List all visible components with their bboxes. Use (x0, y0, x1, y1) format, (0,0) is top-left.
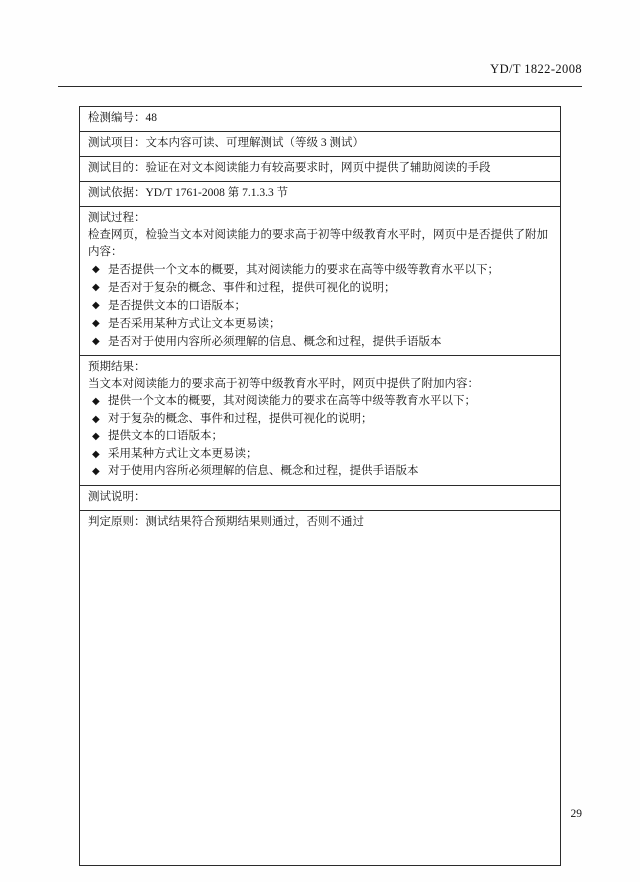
standard-code-header: YD/T 1822-2008 (490, 62, 582, 76)
diamond-bullet-icon: ◆ (92, 448, 100, 460)
notes-blank-space (88, 531, 552, 861)
list-item-text: 提供文本的口语版本； (108, 430, 223, 442)
test-process-list (88, 261, 552, 351)
table-row (80, 182, 560, 207)
expected-result-list (88, 393, 552, 481)
row-label: 检测编号： (88, 112, 146, 124)
expected-result-intro: 当文本对阅读能力的要求高于初等中级教育水平时，网页中提供了附加内容： (88, 378, 479, 390)
list-item (88, 297, 552, 315)
diamond-bullet-icon: ◆ (92, 431, 100, 442)
diamond-bullet-icon: ◆ (92, 413, 100, 425)
list-item-text: 是否采用某种方式让文本更易读； (108, 318, 281, 330)
table-row (80, 132, 560, 157)
row-label: 测试项目： (88, 137, 146, 149)
row-test-purpose (88, 160, 552, 177)
row-test-item (88, 135, 552, 152)
row-value: 验证在对文本阅读能力有较高要求时，网页中提供了辅助阅读的手段 (145, 162, 491, 174)
diamond-bullet-icon: ◆ (92, 336, 100, 347)
test-process-title: 测试过程： (88, 212, 146, 224)
test-notes-body: 判定原则：测试结果符合预期结果则通过，否则不通过 (88, 515, 364, 528)
list-item-text: 采用某种方式让文本更易读； (108, 447, 258, 460)
row-label: 测试目的： (88, 162, 146, 174)
list-item-text: 是否提供文本的口语版本； (108, 300, 246, 312)
diamond-bullet-icon: ◆ (92, 300, 100, 311)
row-test-basis (88, 185, 552, 202)
table-row (80, 157, 560, 182)
list-item (88, 333, 552, 351)
list-item-text: 对于使用内容所必须理解的信息、概念和过程，提供手语版本 (108, 465, 419, 477)
list-item (88, 446, 552, 464)
page-number: 29 (570, 808, 582, 820)
list-item (88, 315, 552, 333)
list-item (88, 279, 552, 297)
header-rule (58, 86, 582, 87)
test-process-intro: 检查网页，检验当文本对阅读能力的要求高于初等中级教育水平时，网页中是否提供了附加内容： (88, 229, 548, 258)
list-item (88, 428, 552, 446)
row-value: YD/T 1761-2008 第 7.1.3.3 节 (145, 187, 289, 199)
list-item-text: 对于复杂的概念、事件和过程，提供可视化的说明； (108, 412, 373, 425)
row-value: 文本内容可读、可理解测试（等级 3 测试） (145, 137, 364, 149)
test-notes-title: 测试说明： (88, 490, 146, 503)
list-item-text: 是否对于复杂的概念、事件和过程，提供可视化的说明； (108, 282, 396, 294)
test-process-cell (80, 207, 560, 356)
diamond-bullet-icon: ◆ (92, 318, 100, 329)
test-notes-body-cell (80, 511, 560, 865)
diamond-bullet-icon: ◆ (92, 466, 100, 477)
list-item (88, 261, 552, 279)
list-item-text: 是否对于使用内容所必须理解的信息、概念和过程，提供手语版本 (108, 336, 442, 348)
list-item-text: 是否提供一个文本的概要，其对阅读能力的要求在高等中级等教育水平以下； (108, 264, 499, 276)
list-item-text: 提供一个文本的概要，其对阅读能力的要求在高等中级等教育水平以下； (108, 395, 476, 407)
list-item (88, 393, 552, 411)
row-label: 测试依据： (88, 187, 146, 199)
list-item (88, 463, 552, 481)
diamond-bullet-icon: ◆ (92, 282, 100, 293)
diamond-bullet-icon: ◆ (92, 264, 100, 275)
diamond-bullet-icon: ◆ (92, 396, 100, 407)
row-value: 48 (145, 112, 157, 124)
row-test-number (88, 110, 552, 127)
list-item (88, 411, 552, 429)
test-notes-title-cell (80, 486, 560, 511)
expected-result-cell (80, 356, 560, 486)
test-case-table (79, 106, 561, 866)
expected-result-title: 预期结果： (88, 361, 146, 373)
table-row (80, 107, 560, 132)
